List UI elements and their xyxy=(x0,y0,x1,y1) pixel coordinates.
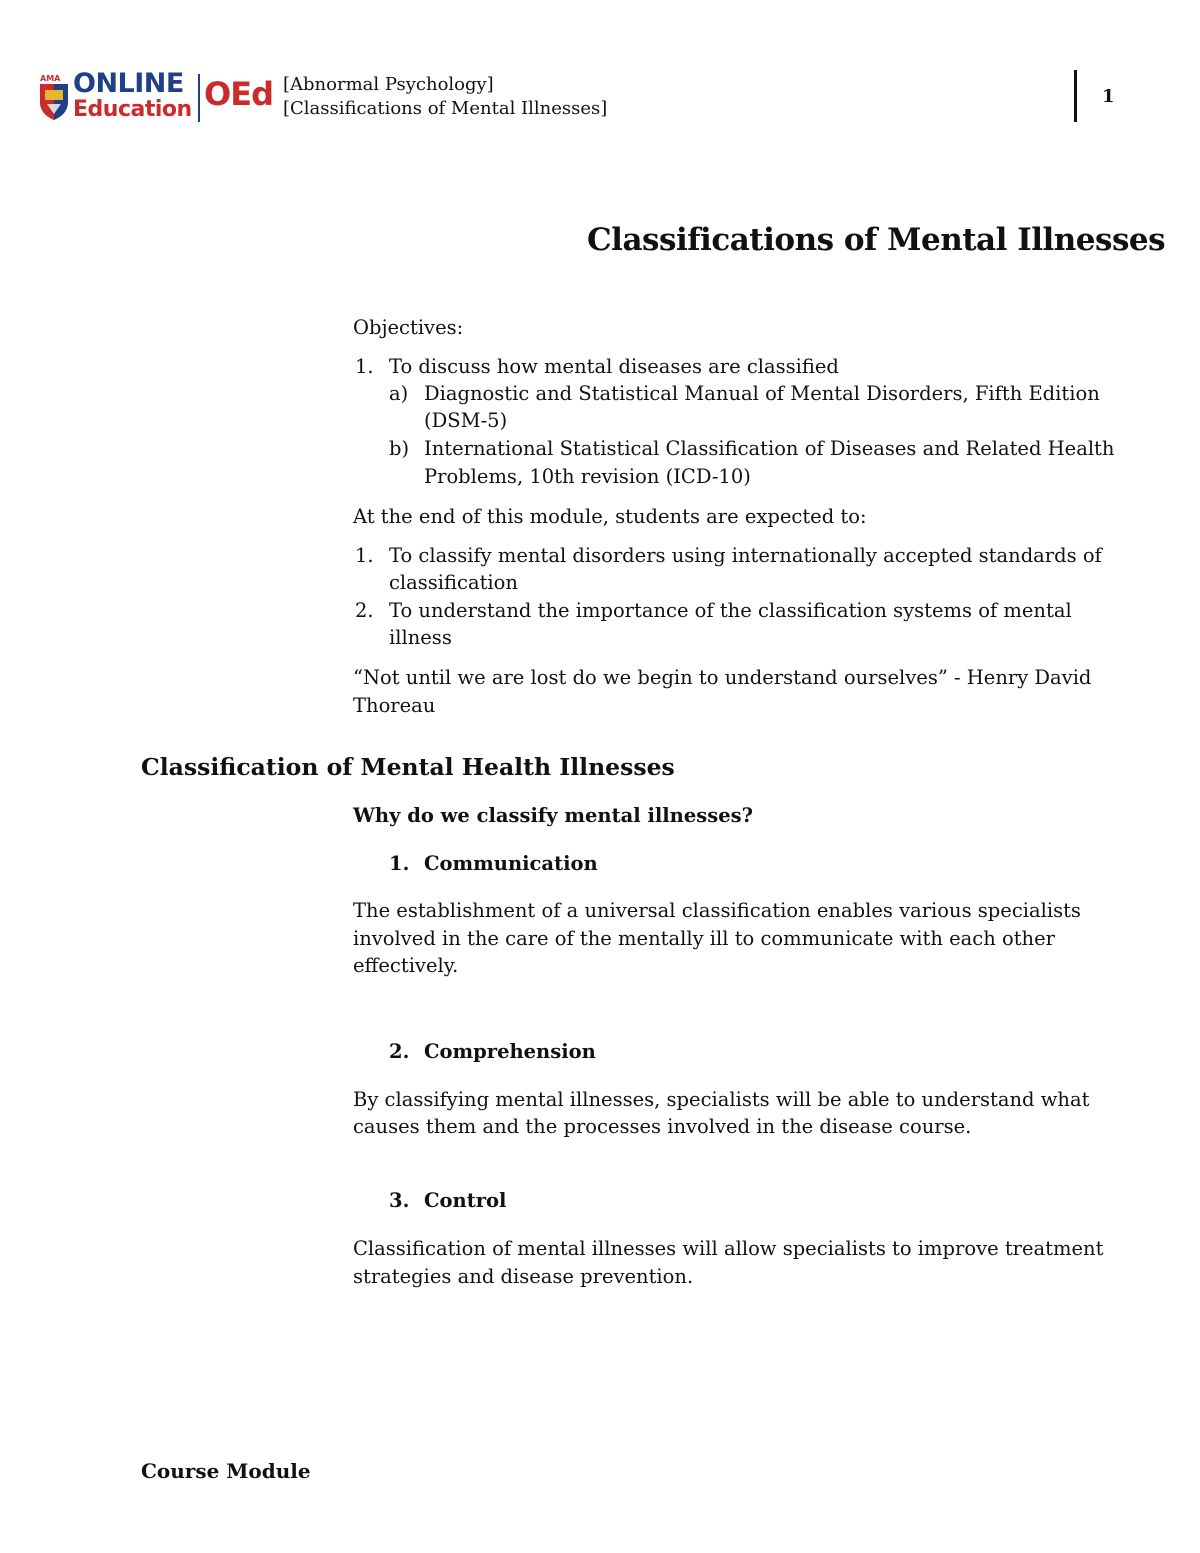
section-heading: Classification of Mental Health Illnesses xyxy=(141,753,675,781)
sub-item-text: (DSM-5) xyxy=(424,409,508,432)
shield-icon xyxy=(37,72,71,122)
objective-number: 1. xyxy=(355,355,374,378)
reason-title: Control xyxy=(424,1189,507,1212)
sub-item-text: Diagnostic and Statistical Manual of Mental Disorders, Fifth Edition xyxy=(424,382,1100,405)
outcome-text: To understand the importance of the classification systems of mental xyxy=(389,599,1072,622)
page-number: 1 xyxy=(1102,86,1115,107)
reason-number: 2. xyxy=(389,1040,410,1063)
logo-oed-text: OEd xyxy=(204,75,273,113)
reason-body: By classifying mental illnesses, specialists will be able to understand what xyxy=(353,1088,1090,1111)
reason-title: Communication xyxy=(424,852,598,875)
logo-online-text: ONLINE xyxy=(73,68,184,99)
reason-body: The establishment of a universal classification enables various specialists xyxy=(353,899,1081,922)
quote-text: Thoreau xyxy=(353,694,436,717)
reason-body: involved in the care of the mentally ill to communicate with each other xyxy=(353,927,1055,950)
sub-item-text: Problems, 10th revision (ICD-10) xyxy=(424,465,751,488)
online-education-logo xyxy=(37,70,272,126)
header-module-name: [Classifications of Mental Illnesses] xyxy=(283,98,608,119)
header-divider xyxy=(1074,70,1077,122)
reason-body: Classification of mental illnesses will allow specialists to improve treatment xyxy=(353,1237,1104,1260)
quote-text: “Not until we are lost do we begin to understand ourselves” - Henry David xyxy=(353,666,1092,689)
reason-number: 3. xyxy=(389,1189,410,1212)
reason-body: causes them and the processes involved in the disease course. xyxy=(353,1115,972,1138)
objective-text: To discuss how mental diseases are classified xyxy=(389,355,839,378)
outcome-text: To classify mental disorders using internationally accepted standards of xyxy=(389,544,1102,567)
reason-body: strategies and disease prevention. xyxy=(353,1265,694,1288)
page-title: Classifications of Mental Illnesses xyxy=(587,222,1166,258)
outcomes-intro: At the end of this module, students are expected to: xyxy=(353,505,867,528)
sub-item-label: b) xyxy=(389,437,410,460)
outcome-text: illness xyxy=(389,626,452,649)
logo-divider xyxy=(198,74,200,122)
outcome-number: 2. xyxy=(355,599,374,622)
sub-item-label: a) xyxy=(389,382,409,405)
reason-number: 1. xyxy=(389,852,410,875)
header-course-name: [Abnormal Psychology] xyxy=(283,74,494,95)
reason-body: effectively. xyxy=(353,954,459,977)
sub-item-text: International Statistical Classification of Diseases and Related Health xyxy=(424,437,1115,460)
section-question: Why do we classify mental illnesses? xyxy=(353,804,754,827)
page-footer: Course Module xyxy=(141,1459,311,1483)
outcome-text: classification xyxy=(389,571,518,594)
reason-title: Comprehension xyxy=(424,1040,596,1063)
objectives-label: Objectives: xyxy=(353,316,464,339)
outcome-number: 1. xyxy=(355,544,374,567)
logo-education-text: Education xyxy=(73,97,192,122)
svg-text:AMA: AMA xyxy=(40,74,61,83)
